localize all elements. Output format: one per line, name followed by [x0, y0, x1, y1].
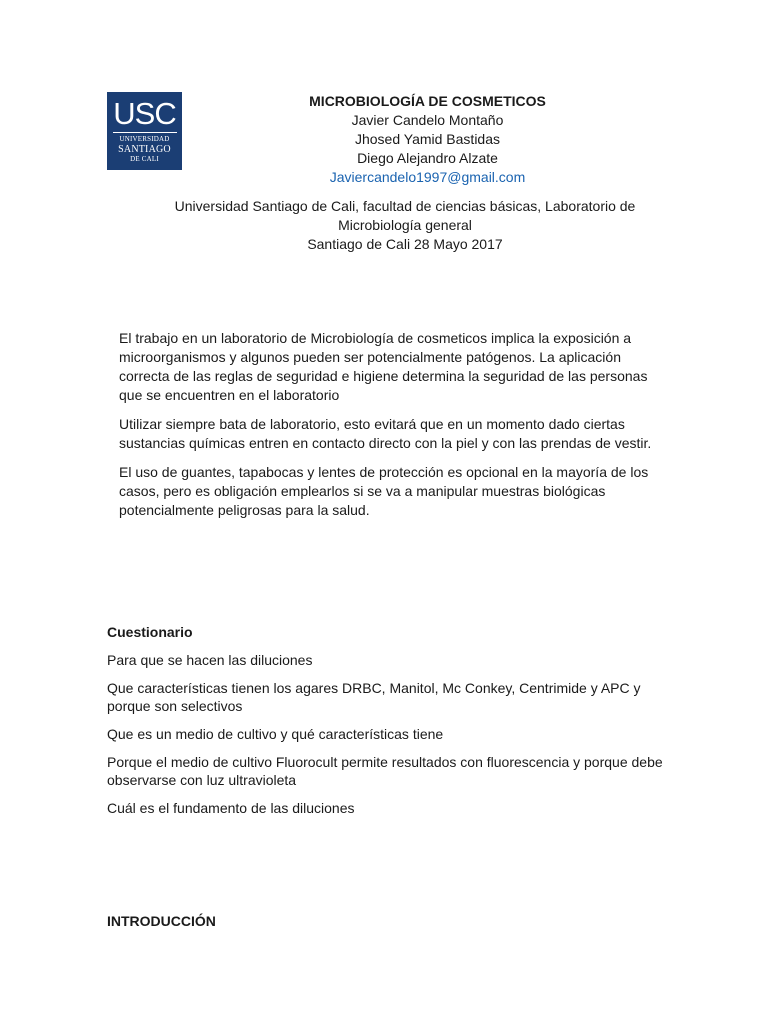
institution-line-1: Universidad Santiago de Cali, facultad de ciencias básicas, Laboratorio de [174, 198, 636, 214]
introduction-heading: INTRODUCCIÓN [107, 913, 216, 929]
logo-line-1: UNIVERSIDAD [119, 135, 170, 143]
intro-paragraph-1: El trabajo en un laboratorio de Microbiología de cosmeticos implica la exposición a microorganismos y algunos pueden ser potencialmente patógenos. La aplicación correcta de las reglas de seguridad e higiene determina la seguridad de las personas que se encuentren en el laboratorio [119, 330, 648, 403]
intro-paragraph-2: Utilizar siempre bata de laboratorio, esto evitará que en un momento dado ciertas sustancias químicas entren en contacto directo con la piel y con las prendas de vestir. [119, 416, 652, 451]
question-item: Para que se hacen las diluciones [107, 652, 313, 668]
usc-logo [107, 92, 182, 170]
logo-abbr: USC [113, 96, 176, 131]
question-item: Cuál es el fundamento de las diluciones [107, 800, 355, 816]
author-1: Javier Candelo Montaño [351, 112, 504, 128]
institution-line-2: Microbiología general [338, 217, 472, 233]
institution-block [145, 197, 665, 254]
document-header [200, 92, 655, 187]
logo-line-3: DE CALI [130, 155, 159, 163]
author-3: Diego Alejandro Alzate [357, 150, 498, 166]
questionnaire-section [107, 623, 667, 827]
question-item: Que características tienen los agares DRBC, Manitol, Mc Conkey, Centrimide y APC y porque son selectivos [107, 680, 641, 714]
intro-paragraph-3: El uso de guantes, tapabocas y lentes de protección es opcional en la mayoría de los casos, pero es obligación emplearlos si se va a manipular muestras biológicas potencialmente peligrosas para la salud. [119, 464, 649, 518]
logo-line-2: SANTIAGO [118, 144, 171, 155]
question-item: Porque el medio de cultivo Fluorocult permite resultados con fluorescencia y porque debe observarse con luz ultravioleta [107, 754, 663, 788]
question-item: Que es un medio de cultivo y qué características tiene [107, 726, 444, 742]
document-date: Santiago de Cali 28 Mayo 2017 [307, 236, 503, 252]
logo-divider [113, 132, 177, 133]
author-email-link[interactable]: Javiercandelo1997@gmail.com [329, 169, 526, 185]
questionnaire-heading: Cuestionario [107, 624, 193, 640]
document-title: MICROBIOLOGÍA DE COSMETICOS [309, 93, 546, 109]
author-2: Jhosed Yamid Bastidas [354, 131, 500, 147]
intro-section [119, 329, 664, 530]
